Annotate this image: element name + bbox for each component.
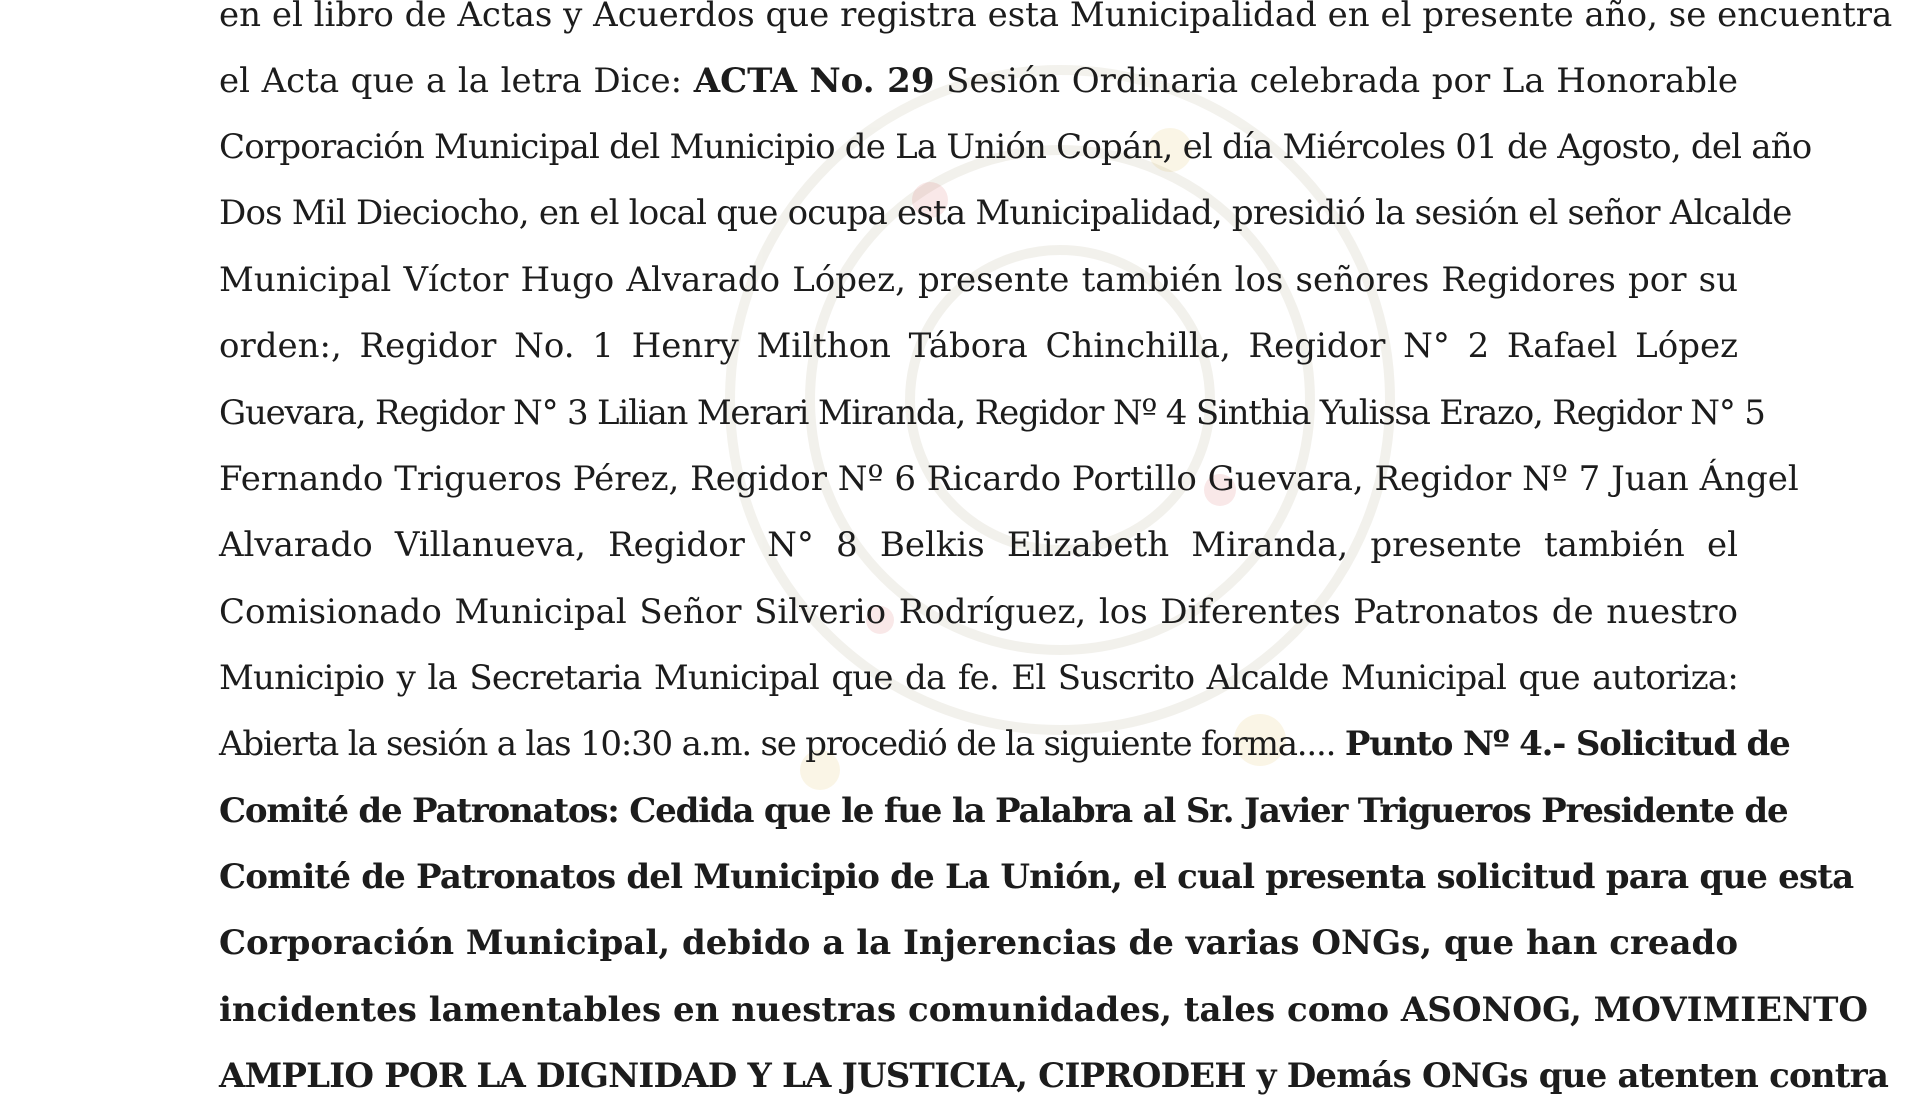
- text-line-16: incidentes lamentables en nuestras comunidades, tales como ASONOG, MOVIMIENTO: [219, 990, 1869, 1030]
- text-line-17: AMPLIO POR LA DIGNIDAD Y LA JUSTICIA, CIPRODEH y Demás ONGs que atenten contra: [219, 1056, 1889, 1096]
- text-line-7: Guevara, Regidor N° 3 Lilian Merari Miranda, Regidor Nº 4 Sinthia Yulissa Erazo, Regidor N° 5: [219, 393, 1765, 433]
- document-page: [219, 0, 1893, 1096]
- text-line-3: Corporación Municipal del Municipio de La Unión Copán, el día Miércoles 01 de Agosto, del año: [219, 127, 1812, 167]
- text-line-14: Comité de Patronatos del Municipio de La Unión, el cual presenta solicitud para que esta: [219, 857, 1854, 897]
- text-line-10: Comisionado Municipal Señor Silverio Rodríguez, los Diferentes Patronatos de nuestro: [219, 592, 1738, 632]
- text-line-8: Fernando Trigueros Pérez, Regidor Nº 6 Ricardo Portillo Guevara, Regidor Nº 7 Juan Ángel: [219, 459, 1799, 499]
- intro-text: el Acta que a la letra Dice:: [219, 61, 683, 101]
- text-line-4: Dos Mil Dieciocho, en el local que ocupa esta Municipalidad, presidió la sesión el señor Alcalde: [219, 193, 1792, 233]
- session-description: Sesión Ordinaria celebrada por La Honorable: [946, 61, 1738, 101]
- text-line-13: Comité de Patronatos: Cedida que le fue la Palabra al Sr. Javier Trigueros Presidente de: [219, 791, 1788, 831]
- text-line-9: Alvarado Villanueva, Regidor N° 8 Belkis Elizabeth Miranda, presente también el: [219, 525, 1738, 565]
- text-line-15: Corporación Municipal, debido a la Injerencias de varias ONGs, que han creado: [219, 923, 1738, 963]
- text-line-11: Municipio y la Secretaria Municipal que da fe. El Suscrito Alcalde Municipal que autoriza:: [219, 658, 1738, 698]
- text-line-5: Municipal Víctor Hugo Alvarado López, presente también los señores Regidores por su: [219, 260, 1738, 300]
- text-line-1: en el libro de Actas y Acuerdos que registra esta Municipalidad en el presente año, se encuentra: [219, 0, 1893, 35]
- acta-number: ACTA No. 29: [693, 61, 935, 101]
- text-line-12: [219, 711, 1790, 778]
- agenda-point-title: Punto Nº 4.- Solicitud de: [1344, 724, 1790, 764]
- session-opening: Abierta la sesión a las 10:30 a.m. se procedió de la siguiente forma....: [219, 724, 1336, 764]
- text-line-6: orden:, Regidor No. 1 Henry Milthon Tábora Chinchilla, Regidor N° 2 Rafael López: [219, 326, 1738, 366]
- text-line-2: [219, 48, 1738, 115]
